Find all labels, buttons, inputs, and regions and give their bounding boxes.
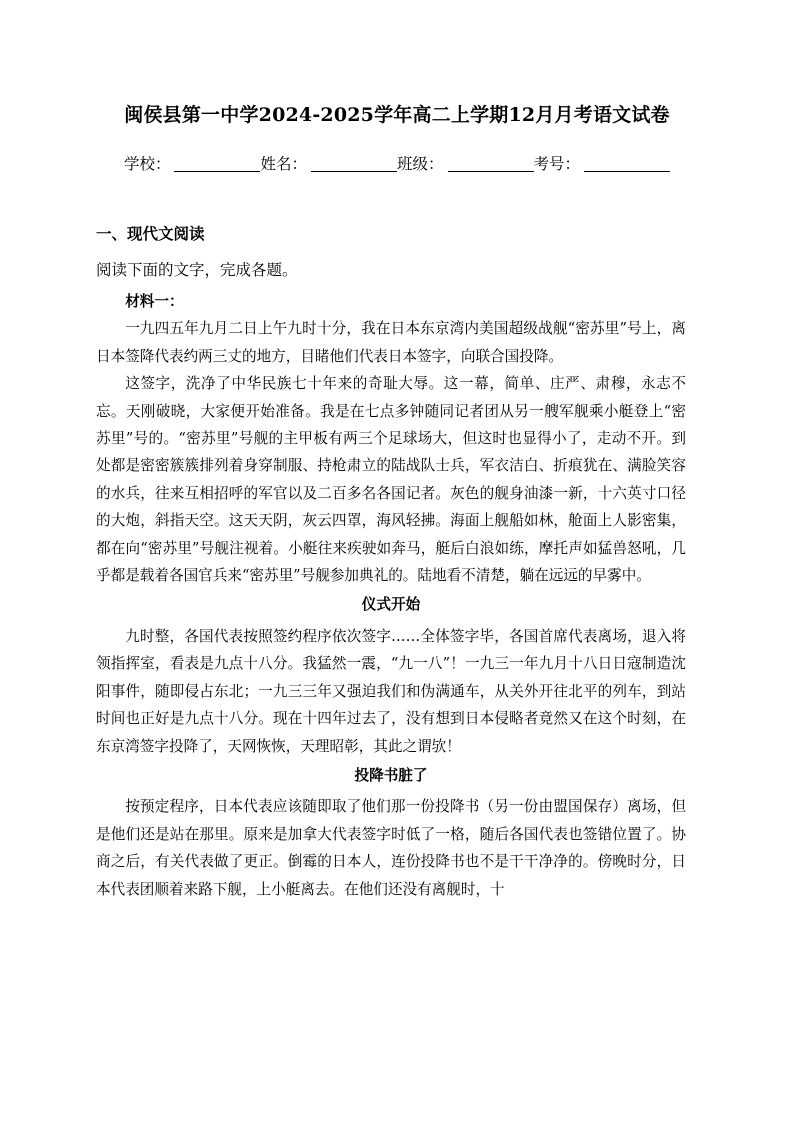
name-label: 姓名：: [260, 156, 307, 173]
exam-title: 闽侯县第一中学2024-2025学年高二上学期12月月考语文试卷: [124, 104, 670, 126]
reading-passage: [96, 288, 686, 903]
exam-number-label: 考号：: [533, 156, 581, 173]
material-label: 材料一：: [125, 293, 184, 310]
school-label: 学校：: [123, 156, 171, 173]
subheading-ceremony-begins: 仪式开始: [361, 596, 421, 614]
subheading-surrender-document: 投降书脏了: [354, 766, 428, 784]
paragraph-1: 一九四五年九月二日上午九时十分，我在日本东京湾内美国超级战舰“密苏里”号上，离日本签降代表约两三丈的地方，目睹他们代表日本签字，向联合国投降。: [96, 320, 686, 365]
name-blank: [311, 157, 397, 172]
exam-number-blank: [584, 157, 670, 172]
class-blank: [448, 157, 534, 172]
paragraph-2: 这签字，洗净了中华民族七十年来的奇耻大辱。这一幕，简单、庄严、肃穆，永志不忘。天刚破晓，大家便开始准备。我是在七点多钟随同记者团从另一艘军舰乘小艇登上“密苏里”号的。“密苏里”号舰的主甲板有两三个足球场大，但这时也显得小了，走动不开。到处都是密密簇簇排列着身穿制服、持枪肃立的陆战队士兵，军衣洁白、折痕犹在、满脸笑容的水兵，往来互相招呼的军官以及二百多名各国记者。灰色的舰身油漆一新，十六英寸口径的大炮，斜指天空。这天天阴，灰云四罩，海风轻拂。海面上舰船如林，舱面上人影密集，都在向“密苏里”号舰注视着。小艇往来疾驶如奔马，艇后白浪如练，摩托声如猛兽怒吼，几乎都是载着各国官兵来“密苏里”号舰参加典礼的。陆地看不清楚，躺在远远的早雾中。: [96, 375, 686, 585]
student-info-line: [0, 152, 794, 174]
section-heading: 一、现代文阅读: [96, 225, 205, 243]
school-blank: [174, 157, 260, 172]
paragraph-4: 按预定程序，日本代表应该随即取了他们那一份投降书（另一份由盟国保存）离场，但是他们还是站在那里。原来是加拿大代表签字时低了一格，随后各国代表也签错位置了。协商之后，有关代表做了更正。倒霉的日本人，连份投降书也不是干干净净的。傍晚时分，日本代表团顺着来路下舰，上小艇离去。在他们还没有离舰时，十: [96, 798, 686, 898]
class-label: 班级：: [397, 156, 444, 173]
instruction-text: 阅读下面的文字，完成各题。: [96, 261, 298, 279]
paragraph-3: 九时整，各国代表按照签约程序依次签字……全体签字毕，各国首席代表离场，退入将领指挥室，看表是九点十八分。我猛然一震，“九一八”！一九三一年九月十八日日寇制造沈阳事件，随即侵占东北；一九三三年又强迫我们和伪满通车，从关外开往北平的列车，到站时间也正好是九点十八分。现在十四年过去了，没有想到日本侵略者竟然又在这个时刻，在东京湾签字投降了，天网恢恢，天理昭彰，其此之谓欤！: [96, 627, 686, 755]
